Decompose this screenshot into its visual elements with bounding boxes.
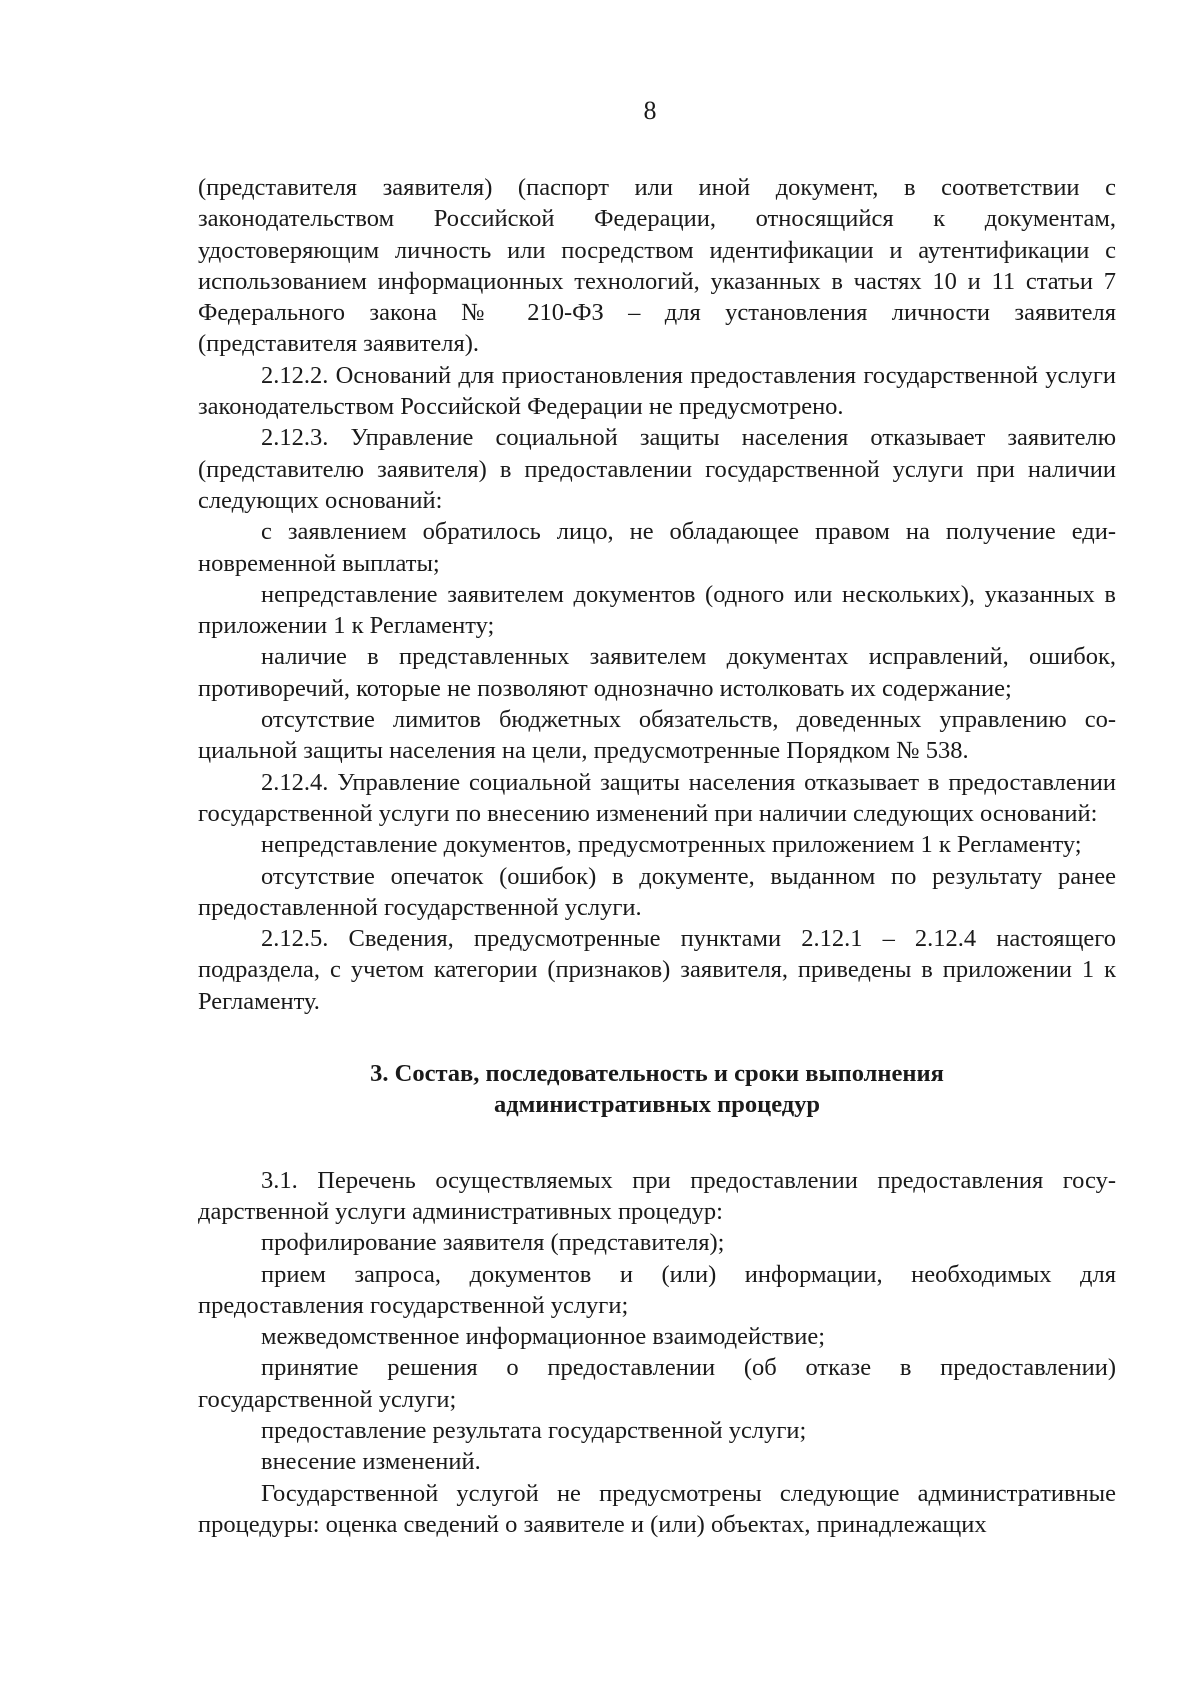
section-heading-line: 3. Состав, последовательность и сроки выполнения bbox=[370, 1060, 944, 1088]
paragraph: предоставление результата государственной услуги; bbox=[261, 1416, 807, 1444]
paragraph: 3.1. Перечень осуществляемых при предоставлении предоставления государственной услуги административных процедур: bbox=[198, 1166, 1116, 1225]
paragraph: отсутствие лимитов бюджетных обязательств, доведенных управлению социальной защиты населения на цели, предусмотренные Порядком № 538. bbox=[198, 706, 1116, 765]
section-heading bbox=[198, 1058, 1116, 1121]
paragraph: (представителя заявителя) (паспорт или иной документ, в соответствии с законодательством Российской Федерации, относящийся к документам, удостоверяющим личность или посредством идентификации и аутентификации с использованием информационных технологий, указанных в частях 10 и 11 статьи 7 Федерального закона № 210-ФЗ – для установления личности заявителя (представителя заявителя). bbox=[198, 174, 1116, 358]
paragraph: непредставление заявителем документов (одного или нескольких), указанных в приложении 1 к Регламенту; bbox=[198, 580, 1116, 640]
section-heading-line: административных процедур bbox=[493, 1091, 821, 1119]
page-number: 8 bbox=[643, 96, 657, 125]
paragraph: прием запроса, документов и (или) информации, необходимых для предоставления государственной услуги; bbox=[198, 1260, 1116, 1319]
paragraph: 2.12.3. Управление социальной защиты населения отказывает заявителю (представителю заявителя) в предоставлении государственной услуги при наличии следующих оснований: bbox=[198, 424, 1116, 514]
paragraph: 2.12.2. Оснований для приостановления предоставления государственной услуги законодательством Российской Федерации не предусмотрено. bbox=[198, 361, 1116, 421]
paragraph: с заявлением обратилось лицо, не обладающее правом на получение единовременной выплаты; bbox=[198, 518, 1116, 577]
paragraph: наличие в представленных заявителем документах исправлений, ошибок, противоречий, которые не позволяют однозначно истолковать их содержание; bbox=[198, 643, 1116, 702]
paragraph: внесение изменений. bbox=[261, 1448, 481, 1476]
paragraph: Государственной услугой не предусмотрены следующие административные процедуры: оценка сведений о заявителе и (или) объектах, принадлежащих bbox=[198, 1479, 1116, 1538]
paragraph: непредставление документов, предусмотренных приложением 1 к Регламенту; bbox=[261, 831, 1082, 859]
paragraph: 2.12.4. Управление социальной защиты населения отказывает в предоставлении государственной услуги по внесению изменений при наличии следующих оснований: bbox=[198, 768, 1116, 827]
paragraph: профилирование заявителя (представителя); bbox=[261, 1229, 725, 1257]
document-body bbox=[198, 172, 1116, 1540]
paragraph: 2.12.5. Сведения, предусмотренные пунктами 2.12.1 – 2.12.4 настоящего подраздела, с учетом категории (признаков) заявителя, приведены в приложении 1 к Регламенту. bbox=[198, 925, 1116, 1015]
paragraph: межведомственное информационное взаимодействие; bbox=[261, 1323, 826, 1351]
paragraph: отсутствие опечаток (ошибок) в документе, выданном по результату ранее предоставленной государственной услуги. bbox=[198, 862, 1116, 921]
paragraph: принятие решения о предоставлении (об отказе в предоставлении) государственной услуги; bbox=[198, 1354, 1116, 1413]
